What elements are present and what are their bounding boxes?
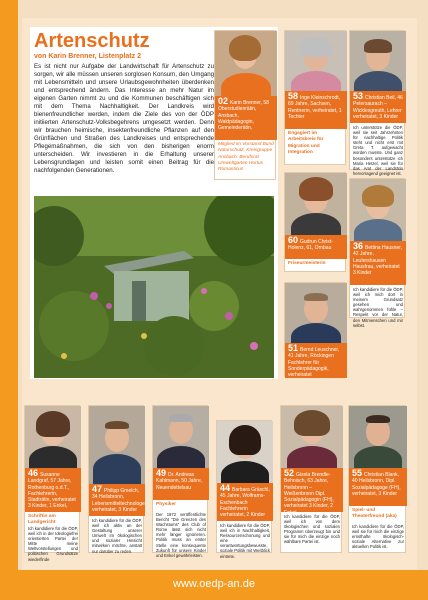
candidate-label bbox=[350, 241, 406, 285]
candidate-note: Mitglied im Vorstand Bund Naturschutz, Kreisgruppe Ansbach, Berufsrat Umweltgarten Hortus Romanticus bbox=[218, 142, 274, 173]
candidate-text: Ich kandidiere für die ÖDP, weil ich in der Ideologiefrei orientierten Partei der Mitte meine Weltvorstellungen und politischen Grundsätze wiederfinde bbox=[28, 526, 78, 562]
candidate-number: 49 bbox=[156, 468, 167, 478]
candidate-number: 52 bbox=[284, 468, 295, 478]
candidate-card bbox=[214, 30, 276, 180]
candidate-card bbox=[280, 405, 342, 553]
candidate-number: 36 bbox=[353, 241, 364, 251]
candidate-card bbox=[284, 30, 346, 165]
candidate-card bbox=[284, 282, 346, 377]
candidate-number: 51 bbox=[288, 343, 299, 353]
candidate-text: Ich kandidiere für die ÖDP, weil ich aktiv an der Gestaltung unserer Umwelt im ökologischen und sozialer Hinsicht mitwirken möchte, anstatt nur darüber zu reden. bbox=[92, 518, 142, 554]
candidate-name: Gudrun Christ-Holenz, 61, Ornbau bbox=[288, 239, 333, 252]
candidate-photo bbox=[153, 406, 209, 468]
candidate-photo bbox=[285, 31, 347, 91]
candidate-text: Ich kandidiere für die ÖDP, weil ich von dem ökologischen und sozialen Programm überzeugt bin und sie für mich die einzige noch wählbare Partei ist. bbox=[284, 514, 340, 545]
footer-url[interactable]: www.oedp-an.de bbox=[0, 570, 428, 600]
candidate-name: Bettina Hausner, 42 Jahre, Leutershausen Hausfrau, verheiratet 3 Kinder bbox=[353, 245, 402, 277]
garden-photo bbox=[34, 196, 274, 378]
candidate-label bbox=[285, 235, 347, 259]
candidate-card bbox=[349, 30, 405, 176]
candidate-card bbox=[216, 420, 272, 559]
article-body: Es ist nicht nur Aufgabe der Landwirtschaft für Artenschutz zu sorgen, wir alle müssen unseren sorglosen Konsum, den Umgang mit Lebensmitteln und unsere Urlaubsgewohnheiten überdenken und entsprechend ändern. Das Interesse an mehr Natur im eigenen Garten nimmt zu und die Kommunen beschäftigen sich mit dem Thema Nachhaltigkeit. Der Landkreis wird bienenfreundlicher werden, indem die Ziele des von der ÖDP initiierten Artenschutz-Volksbegehrens umgesetzt werden. Denn wir brauchen heimische, insektenfreundliche Pflanzen auf den Grünflächen und Straßen des Landkreises und entsprechende Pflegemaßnahmen, die sich von den bisherigen enorm unterscheiden. Wir investieren in die Erhaltung unserer Lebensgrundlagen und leisten somit einen Beitrag für die nachfolgenden Generationen. bbox=[34, 63, 214, 174]
candidate-highlight: Friseurmeisterin bbox=[288, 261, 326, 266]
candidate-text: Ich kandidiere für die ÖDP, weil ich mich dort in meinem Grundsatz gesehen und wahrgenommen fühle – Respekt vor der Natur, den Mitmenschen und mir selbst. bbox=[353, 287, 403, 328]
candidate-photo bbox=[285, 173, 347, 235]
candidate-number: 44 bbox=[220, 483, 231, 493]
candidate-label bbox=[25, 468, 81, 512]
candidate-name: Philipp Gmelch, 34 Heilsbronn, Lebensmitteltechnologe verheiratet, 3 Kinder bbox=[92, 488, 145, 513]
candidate-text: Ich kandidiere für die ÖDP, weil ich in Nachhaltigkeit, Ressourcenschonung und eine verantwortungsbewusste, soziale Politik mit Weitblick eintrete. bbox=[220, 523, 270, 559]
candidate-card bbox=[88, 405, 144, 553]
candidate-photo bbox=[215, 31, 277, 96]
candidate-name: Christian Blank, 40 Heilsbronn, Dipl. Sozialpädagoge (FH), verheiratet, 3 Kinder bbox=[352, 472, 401, 497]
article-subtitle: von Karin Brenner, Listenplatz 2 bbox=[34, 53, 141, 60]
candidate-photo bbox=[350, 31, 406, 91]
candidate-card bbox=[152, 405, 208, 558]
candidate-number: 53 bbox=[353, 91, 364, 101]
candidate-highlight: Schriftin am Landgericht bbox=[28, 514, 56, 526]
candidate-label bbox=[89, 484, 145, 516]
candidate-number: 60 bbox=[288, 235, 299, 245]
candidate-highlight: Physiker bbox=[156, 502, 177, 507]
candidate-photo bbox=[349, 406, 407, 468]
candidate-number: 46 bbox=[28, 468, 39, 478]
candidate-highlight: Spiel- und Theaterfreund (aka) bbox=[352, 508, 397, 520]
candidate-photo bbox=[89, 406, 145, 484]
candidate-number: 02 bbox=[218, 96, 229, 106]
left-orange-stripe bbox=[0, 0, 18, 600]
candidate-card bbox=[349, 178, 405, 328]
candidate-number: 55 bbox=[352, 468, 363, 478]
candidate-photo bbox=[25, 406, 81, 468]
candidate-name: Dr. Andreas Kahlmann, 50 Jahre, Neuendettelsau bbox=[156, 472, 203, 491]
candidate-label bbox=[285, 91, 347, 129]
candidate-text: Ich unterstütze die ÖDP, weil sie seit Jahrzehnten für nachhaltige Politik steht und nicht erst mit Greta T. aufgewacht worden musste. Und ganz besonders unterstütze ich Maria Hetzel, weil sie für das Amt der Landrätin hervorragend geeignet ist. bbox=[353, 125, 403, 176]
article-title: Artenschutz bbox=[34, 30, 150, 52]
candidate-number: 47 bbox=[92, 484, 103, 494]
candidate-label bbox=[349, 468, 407, 506]
candidate-photo bbox=[350, 179, 406, 241]
candidate-highlight: Engagiert im Arbeitskreis für Migration und Integration bbox=[288, 131, 324, 155]
candidate-card bbox=[348, 405, 406, 553]
candidate-name: Inge Kleinschrodt, 69 Jahre, Sachsen, Rentnerin, verheiratet, 1 Tochter bbox=[288, 95, 342, 120]
candidate-number: 58 bbox=[288, 91, 299, 101]
candidate-label bbox=[281, 468, 343, 516]
candidate-label bbox=[215, 96, 277, 140]
candidate-name: Barbara Gräschl, 45 Jahre, Wolframs-Eschenbach Fachlehrerin verheiratet, 2 Kinder bbox=[220, 487, 270, 519]
candidate-name: Christian Beil, 46 Petersaurach – Wicklesgreuth, Lehrer verheiratet, 3 Kinder bbox=[353, 95, 403, 120]
candidate-label bbox=[217, 483, 273, 521]
candidate-card bbox=[24, 405, 80, 562]
candidate-label bbox=[153, 468, 209, 500]
candidate-photo bbox=[217, 421, 273, 483]
candidate-photo bbox=[285, 283, 347, 343]
candidate-label bbox=[350, 91, 406, 123]
candidate-label bbox=[285, 343, 347, 378]
candidate-text: Der 1972 veröffentlichte Bericht "Die Grenzen des Wachstums" des Club of Rome lässt sich nicht mehr länger ignorieren. Politik muss an erster Stelle eine konsequente Zukunft für unsere Kinder und Enkel gewährleisten. bbox=[156, 512, 206, 558]
candidate-text: Ich kandidiere für die ÖDP, weil sie für mich die einzige ernsthafte ökologisch-soziale Alternative zur aktuellen Politik ist. bbox=[352, 524, 404, 550]
candidate-name: Bernd Leuschner, 41 Jahre, Röckingen Fachlehrer für Sonderpädagogik, verheiratet bbox=[288, 347, 340, 379]
candidate-name: Gisela Brendle-Behnisch, 63 Jahre, Heilsbronn – Weißenbronn Dipl. Sozialpädagogin (FH), verheiratet 3 Kinder, 2 Enkel bbox=[284, 472, 334, 516]
candidate-card bbox=[284, 172, 346, 272]
candidate-name: Karin Brenner, 58 Oberstudienrätin, Ansbach, Waldpädagogin, Gemeinderätin, bbox=[218, 100, 269, 132]
candidate-name: Susanne Landgraf, 57 Jahre, Rothenburg o.d.T., Fachlehrerin, Stadträtin, verheiratet 3 Kinder, 1 Enkel, bbox=[28, 472, 76, 510]
candidate-photo bbox=[281, 406, 343, 468]
